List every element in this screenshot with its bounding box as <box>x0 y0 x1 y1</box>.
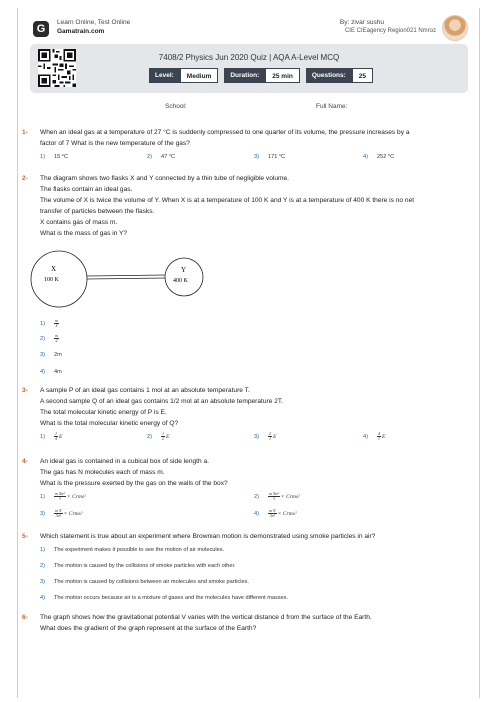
connecting-tube-bottom <box>87 278 165 279</box>
option-4[interactable]: 4) 4m <box>40 369 62 375</box>
meta-duration: Duration: 25 min <box>224 68 299 83</box>
option-4[interactable]: 4) $\frac{\text{m N}}{\text{3a³}}$ × Crms² <box>254 508 297 519</box>
option-2[interactable]: 2) 47 °C <box>147 154 176 160</box>
question-number: 6- <box>22 614 28 621</box>
site-name-link[interactable]: Gamatrain.com <box>57 28 105 35</box>
flask-x-temp: 100 K <box>44 277 59 283</box>
option-3[interactable]: 3) 2m <box>40 352 62 358</box>
quiz-banner <box>30 44 468 93</box>
full-name-field-label: Full Name: <box>316 103 348 110</box>
flasks-diagram <box>30 249 220 309</box>
meta-level: Level: Medium <box>149 68 218 83</box>
option-4[interactable]: 4) $\frac{4}{1}$ E <box>363 431 386 442</box>
option-1[interactable]: 1) $\frac{1}{4}$ E <box>40 431 63 442</box>
gamatrain-logo-icon[interactable]: G <box>33 21 49 37</box>
question-number: 1- <box>22 129 28 136</box>
option-3[interactable]: 3) $\frac{\text{m N}}{\text{3a³}}$ × Crms² <box>40 508 83 519</box>
author-avatar <box>442 15 468 41</box>
option-2[interactable]: 2) The motion is caused by the collisions of smoke particles with each other. <box>40 563 236 569</box>
flask-x-shape <box>31 251 87 307</box>
option-4[interactable]: 4) 252 °C <box>363 154 395 160</box>
question-text: When an ideal gas at a temperature of 27 °C is suddenly compressed to one quarter of its volume, the pressure increases by a factor of 7 What is the new temperature of the gas? <box>40 129 410 147</box>
option-1[interactable]: 1) 15 °C <box>40 154 69 160</box>
option-3[interactable]: 3) The motion is caused by collisions between air molecules and smoke particles. <box>40 579 249 585</box>
question-text: Which statement is true about an experiment where Brownian motion is demonstrated using smoke particles in air? <box>40 533 376 540</box>
school-field-label: School: <box>165 103 187 110</box>
site-tagline: Learn Online, Test Online <box>57 19 131 26</box>
question-text: An ideal gas is contained in a cubical box of side length a. The gas has N molecules each of mass m. What is the pressure exerted by the gas on the walls of the box? <box>40 458 228 487</box>
page-header <box>17 14 480 44</box>
option-2[interactable]: 2) $\frac{\text{m Na²}}{3}$ × Crms² <box>254 491 300 502</box>
option-4[interactable]: 4) The motion occurs because air is a mixture of gases and the molecules have different masses. <box>40 595 289 601</box>
meta-questions: Questions: 25 <box>306 68 373 83</box>
flask-x-label: X <box>51 265 57 273</box>
option-1[interactable]: 1) The experiment makes it possible to see the motion of air molecules. <box>40 547 225 553</box>
option-3[interactable]: 3) 171 °C <box>254 154 286 160</box>
option-3[interactable]: 3) $\frac{2}{1}$ E <box>254 431 277 442</box>
option-2[interactable]: 2) $\frac{1}{2}$ E <box>147 431 170 442</box>
quiz-title: 7408/2 Physics Jun 2020 Quiz | AQA A-Level MCQ <box>158 53 340 62</box>
connecting-tube-top <box>87 275 165 276</box>
quiz-meta <box>149 68 373 84</box>
question-text: The graph shows how the gravitational potential V varies with the vertical distance d from the surface of the Earth. What does the gradient of the graph represent at the surface of the Earth? <box>40 614 372 632</box>
question-number: 2- <box>22 175 28 182</box>
flask-y-shape <box>165 258 203 296</box>
author-name: By: zivar sushu <box>339 19 384 26</box>
option-1[interactable]: 1) $\frac{\text{m Na²}}{3}$ × Crms² <box>40 491 86 502</box>
question-number: 3- <box>22 387 28 394</box>
flask-y-temp: 400 K <box>173 278 188 284</box>
option-1[interactable]: 1) $\frac{m}{4}$ <box>40 318 58 329</box>
flask-y-label: Y <box>181 266 187 274</box>
question-number: 4- <box>22 458 28 465</box>
question-text: A sample P of an ideal gas contains 1 mol at an absolute temperature T. A second sample Q of an ideal gas contains 1/2 mol at an absolute temperature 2T. The total molecular kinetic energy of P is E. What is the total molecular kinetic energy of Q? <box>40 387 284 427</box>
option-2[interactable]: 2) $\frac{m}{2}$ <box>40 333 58 344</box>
question-number: 5- <box>22 533 28 540</box>
question-text: The diagram shows two flasks X and Y connected by a thin tube of negligible volume. The flasks contain an ideal gas. The volume of X is twice the volume of Y. When X is at a temperature of 100 K and Y is at a temperature of 400 K there is no net transfer of particles between the flasks. X contains gas of mass m. What is the mass of gas in Y? <box>40 175 415 237</box>
author-school: CIE CIEagency Region021 Nmroz <box>344 28 436 34</box>
